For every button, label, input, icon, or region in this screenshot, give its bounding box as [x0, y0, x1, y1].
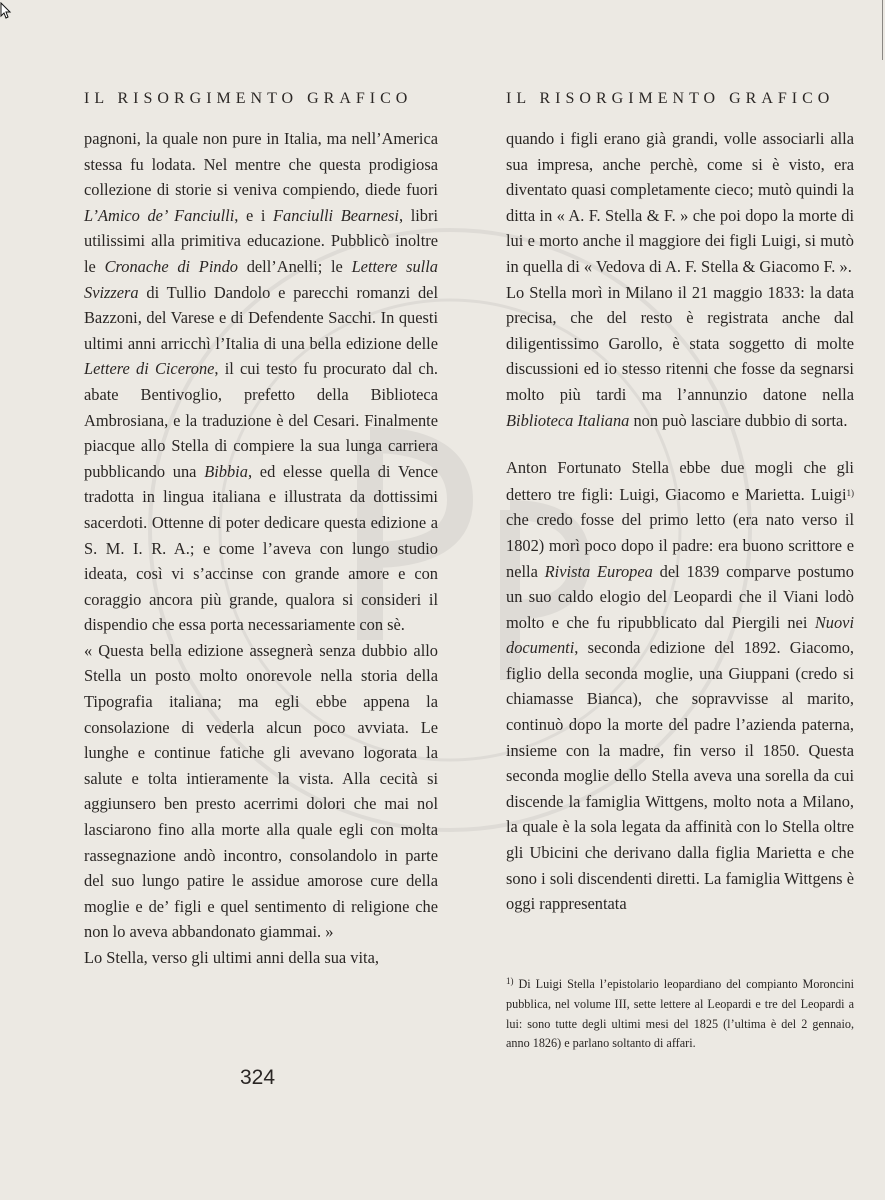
- left-text-column: [84, 126, 438, 971]
- footnote-reference: 1): [846, 487, 854, 498]
- left-paragraph-1: pagnoni, la quale non pure in Italia, ma nell’America stessa fu lodata. Nel mentre che questa prodigiosa collezione di storie si veniva compiendo, diede fuori L’Amico de’ Fanciulli, e i Fanciulli Bearnesi, libri utilissimi alla primitiva educazione. Pubblicò inoltre le Cronache di Pindo dell’Anelli; le Lettere sulla Svizzera di Tullio Dandolo e parecchi romanzi del Bazzoni, del Varese e di Defendente Sacchi. In questi ultimi anni arricchì l’Italia di una bella edizione delle Lettere di Cicerone, il cui testo fu procurato dal ch. abate Bentivoglio, prefetto della Biblioteca Ambrosiana, e la traduzione è del Cesari. Finalmente piacque allo Stella di compiere la sua lunga carriera pubblicando una Bibbia, ed elesse quella di Vence tradotta in lingua italiana e illustrata da dottissimi sacerdoti. Ottenne di poter dedicare questa edizione a S. M. I. R. A.; e come l’aveva con lungo studio ideata, così vi s’accinse con grande amore e con coraggio ancora più grande, qualora si consideri il dispendio che essa porta necessariamente con sè.: [84, 129, 439, 635]
- page-number: 324: [240, 1066, 276, 1089]
- right-paragraph-3: Anton Fortunato Stella ebbe due mogli che gli dettero tre figli: Luigi, Giacomo e Marietta. Luigi$^{1)}$ che credo fosse del primo letto (era nato verso il 1802) morì poco dopo il padre: era buono scrittore e nella Rivista Europea del 1839 comparve postumo un suo caldo elogio del Leopardi che il Viani lodò molto e che fu ripubblicato dal Piergili nei Nuovi documenti, seconda edizione del 1892. Giacomo, figlio della seconda moglie, una Giuppani (credo si chiamasse Bianca), che sopravvisse al marito, continuò dopo la morte del padre l’azienda paterna, insieme con la madre, fin verso il 1850. Questa seconda moglie dello Stella aveva una sorella da cui discende la famiglia Wittgens, molto nota a Milano, la quale è la sola legata da affinità con lo Stella oltre gli Ubicini che derivano dalla figlia Marietta e che sono i soli discendenti diretti. La famiglia Wittgens è oggi rappresentata: [506, 458, 855, 914]
- right-text-column: [506, 126, 854, 917]
- footnote-text: Di Luigi Stella l’epistolario leopardiano del compianto Moroncini pubblica, nel volume III, sette lettere al Leopardi e tre del Leopardi a lui: sono tutte degli ultimi mesi del 1825 (l’ultima è del 2 gennaio, anno 1826) e parlano soltanto di affari.: [506, 977, 854, 1051]
- right-paragraph-2: Lo Stella morì in Milano il 21 maggio 1833: la data precisa, che del resto è registrata anche dal diligentissimo Garollo, è stata soggetto di molte discussioni ed io stesso ritenni che fosse da segnarsi molto più tardi ma l’annunzio datone nella Biblioteca Italiana non può lasciare dubbio di sorta.: [506, 282, 854, 430]
- corner-cursor-icon: [0, 2, 12, 20]
- footnote: [506, 972, 854, 1054]
- footnote-mark: 1): [506, 976, 514, 986]
- right-paragraph-1: quando i figli erano già grandi, volle associarli alla sua impresa, anche perchè, come si è visto, era diventato quasi completamente cieco; mutò quindi la ditta in « A. F. Stella & F. » che poi dopo la morte di lui e morto anche il maggiore dei figli Luigi, si mutò in quella di « Vedova di A. F. Stella & Giacomo F. ».: [506, 129, 854, 276]
- running-header-right: IL RISORGIMENTO GRAFICO: [506, 90, 835, 107]
- left-paragraph-quote: « Questa bella edizione assegnerà senza dubbio allo Stella un posto molto onorevole nella storia della Tipografia italiana; ma egli ebbe appena la consolazione di vederla alcun poco avviata. Le lunghe e continue fatiche gli avevano logorata la salute e tolta intieramente la vista. Alla cecità si aggiunsero ben presto acerrimi dolori che mai nol lasciarono fino alla morte alla quale egli con molta rassegnazione andò incontro, consolandolo in parte del suo lungo patire le assidue amorose cure della moglie e de’ figli e quel sentimento di religione che non lo aveva abbandonato giammai. »: [84, 640, 438, 942]
- page-edge-line: [882, 0, 883, 60]
- left-paragraph-3: Lo Stella, verso gli ultimi anni della sua vita,: [84, 948, 379, 967]
- running-header-left: IL RISORGIMENTO GRAFICO: [84, 90, 413, 107]
